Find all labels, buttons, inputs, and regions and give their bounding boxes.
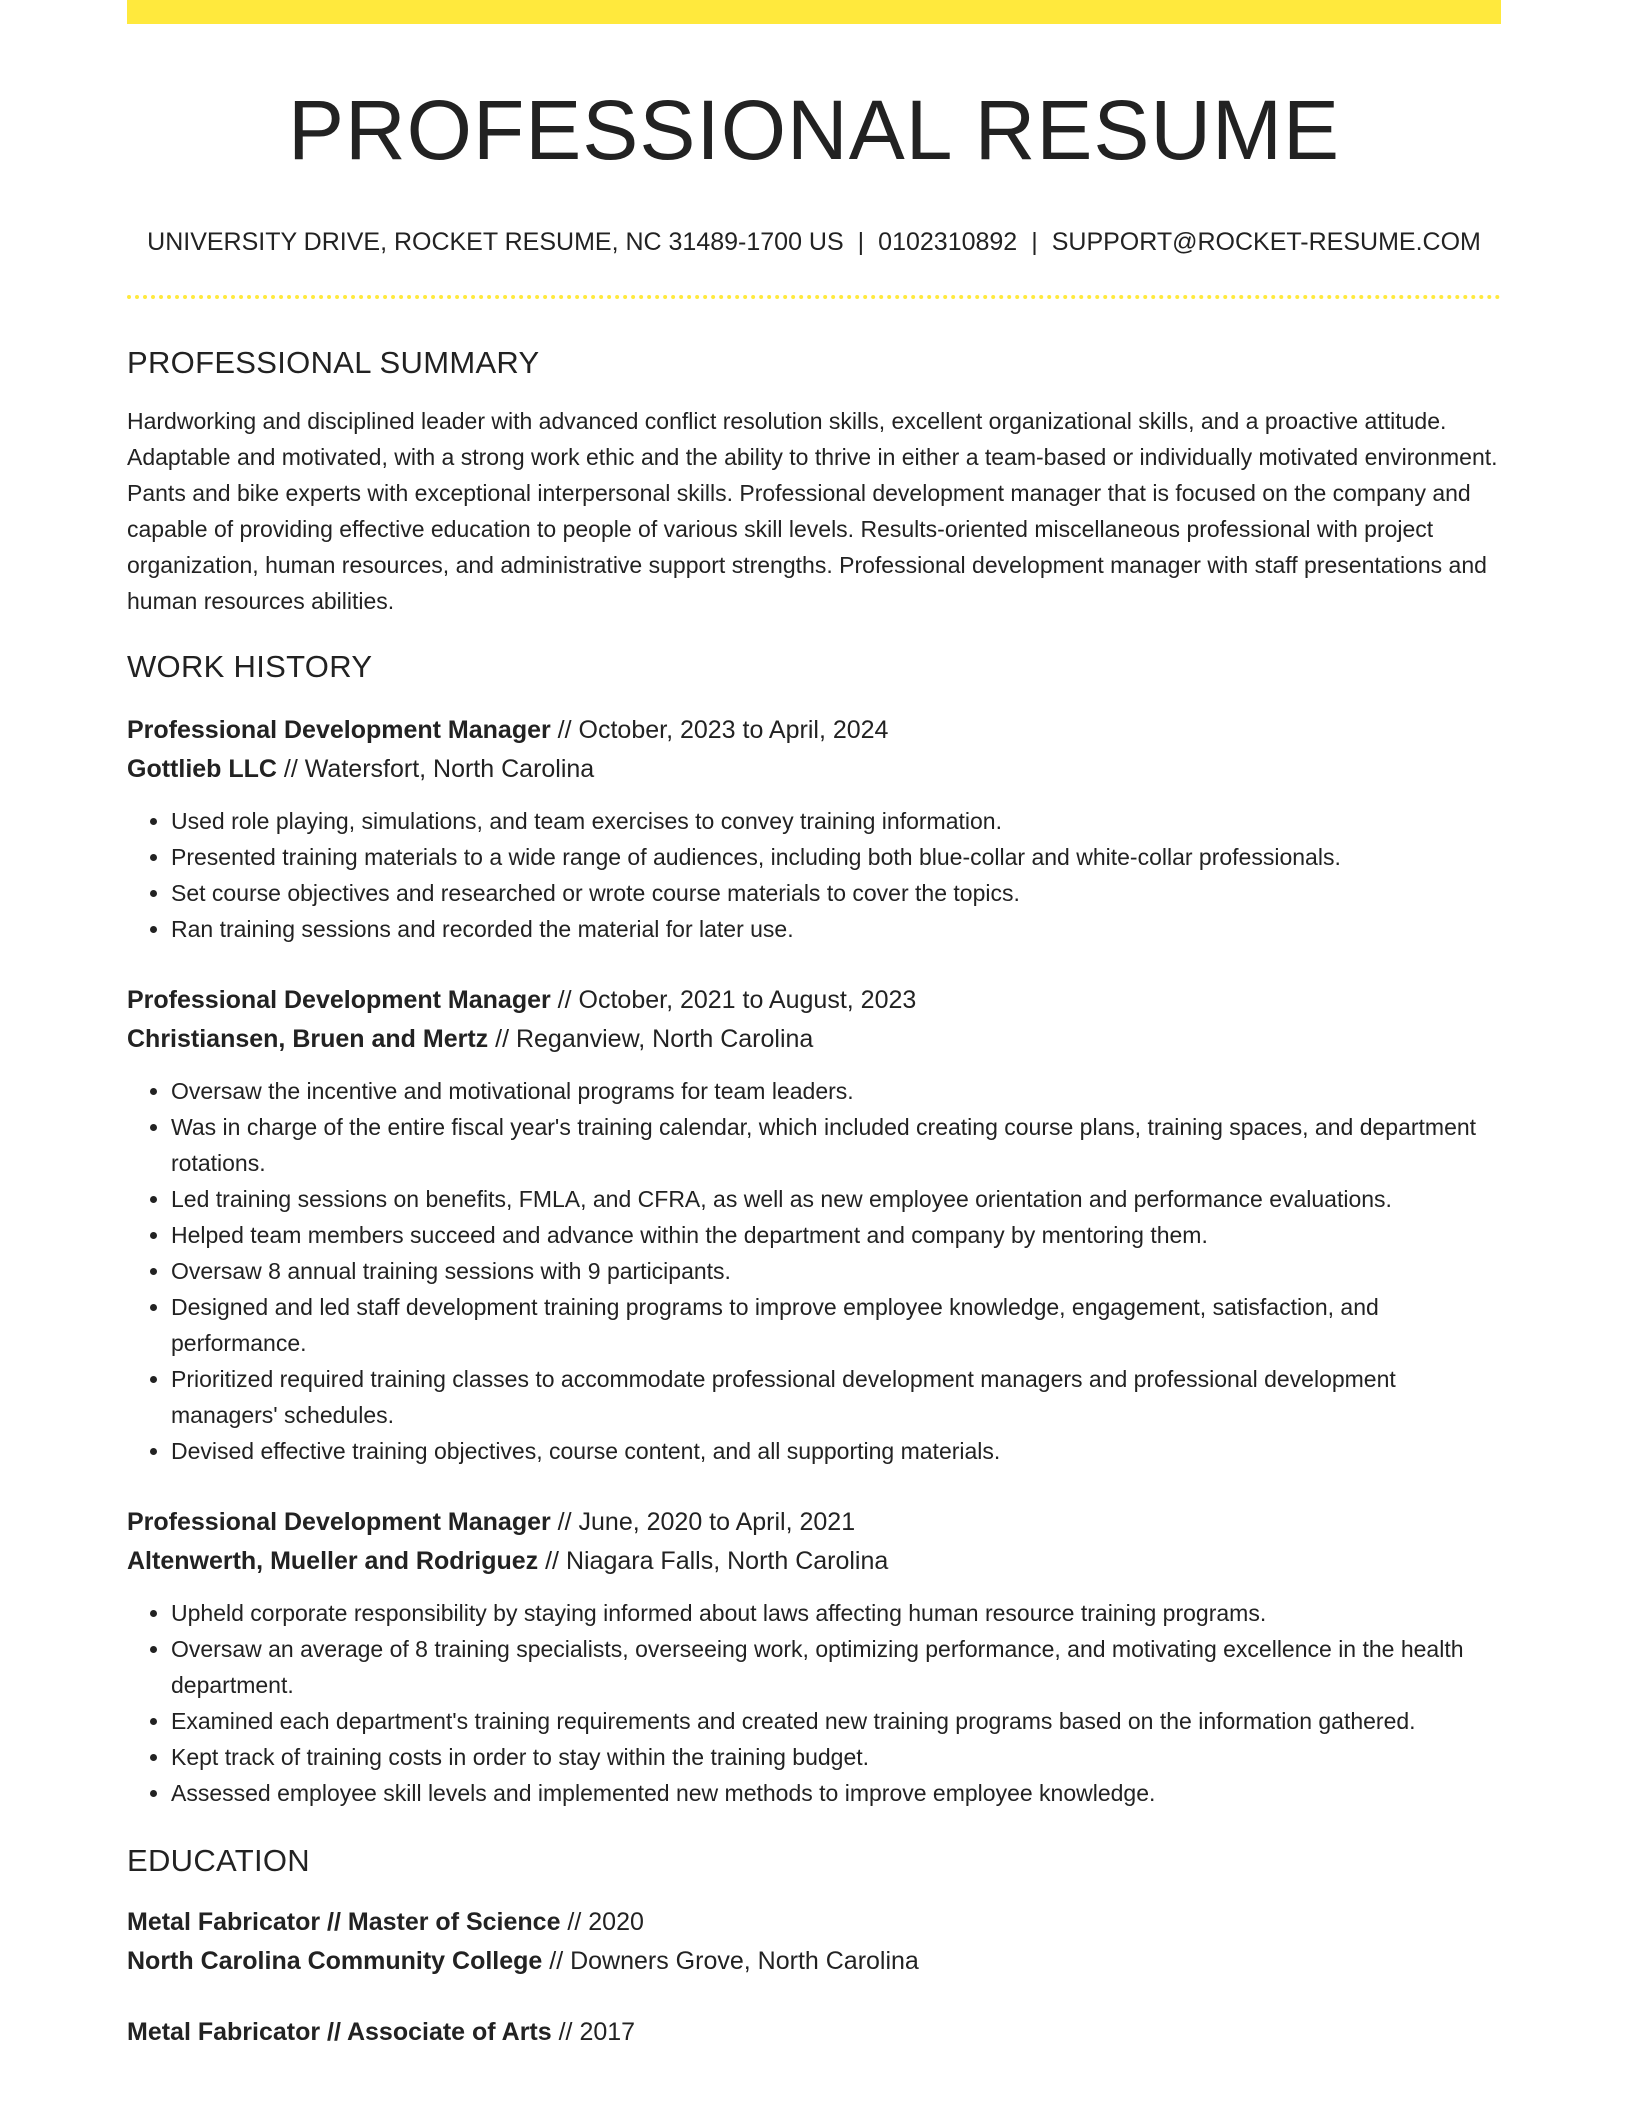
- resume-title: PROFESSIONAL RESUME: [287, 83, 1341, 177]
- school-location: // Downers Grove, North Carolina: [542, 1947, 919, 1976]
- job-title: Professional Development Manager: [127, 1508, 551, 1537]
- job-entry: [127, 981, 1501, 1469]
- job-company-line: [127, 1020, 1501, 1059]
- education-entry: [127, 2013, 1501, 2052]
- school-line: [127, 1942, 1501, 1981]
- education-entry: [127, 1903, 1501, 1981]
- job-title-line: [127, 711, 1501, 750]
- job-location: // Reganview, North Carolina: [488, 1025, 814, 1054]
- education-heading: EDUCATION: [127, 1843, 310, 1879]
- job-bullets: [127, 1073, 1501, 1469]
- work-history-heading: WORK HISTORY: [127, 649, 373, 685]
- contact-address: UNIVERSITY DRIVE, ROCKET RESUME, NC 31489-1700 US: [147, 228, 844, 257]
- degree: Metal Fabricator // Associate of Arts: [127, 2018, 552, 2047]
- job-bullet: • Kept track of training costs in order to stay within the training budget.: [171, 1739, 1501, 1775]
- job-dates: // October, 2023 to April, 2024: [550, 716, 889, 745]
- job-title: Professional Development Manager: [127, 716, 551, 745]
- job-location: // Watersfort, North Carolina: [276, 755, 595, 784]
- school: North Carolina Community College: [127, 1947, 543, 1976]
- job-bullet: • Ran training sessions and recorded the material for later use.: [171, 911, 1501, 947]
- job-bullet: • Set course objectives and researched or wrote course materials to cover the topics.: [171, 875, 1501, 911]
- contact-email[interactable]: SUPPORT@ROCKET-RESUME.COM: [1051, 228, 1481, 257]
- degree-line: [127, 1903, 1501, 1942]
- job-title: Professional Development Manager: [127, 986, 551, 1015]
- job-company: Gottlieb LLC: [127, 755, 277, 784]
- job-title-line: [127, 981, 1501, 1020]
- dotted-divider: [127, 295, 1501, 299]
- degree: Metal Fabricator // Master of Science: [127, 1908, 561, 1937]
- job-bullet: • Assessed employee skill levels and implemented new methods to improve employee knowledge.: [171, 1775, 1501, 1811]
- contact-separator: |: [1031, 228, 1038, 257]
- job-company-line: [127, 750, 1501, 789]
- job-company-line: [127, 1542, 1501, 1581]
- job-bullets: [127, 1595, 1501, 1811]
- job-bullet: • Prioritized required training classes to accommodate professional development managers and professional development managers' schedules.: [171, 1361, 1501, 1433]
- job-entry: [127, 1503, 1501, 1811]
- job-bullets: [127, 803, 1501, 947]
- summary-heading: PROFESSIONAL SUMMARY: [127, 345, 540, 381]
- job-bullet: • Oversaw the incentive and motivational programs for team leaders.: [171, 1073, 1501, 1109]
- job-bullet: • Designed and led staff development training programs to improve employee knowledge, engagement, satisfaction, and performance.: [171, 1289, 1501, 1361]
- job-bullet: • Led training sessions on benefits, FMLA, and CFRA, as well as new employee orientation and performance evaluations.: [171, 1181, 1501, 1217]
- job-bullet: • Presented training materials to a wide range of audiences, including both blue-collar and white-collar professionals.: [171, 839, 1501, 875]
- accent-top-bar: [127, 0, 1501, 24]
- job-company: Christiansen, Bruen and Mertz: [127, 1025, 489, 1054]
- degree-year: // 2017: [551, 2018, 636, 2047]
- degree-year: // 2020: [560, 1908, 644, 1937]
- job-bullet: • Devised effective training objectives, course content, and all supporting materials.: [171, 1433, 1501, 1469]
- degree-line: [127, 2013, 1501, 2052]
- contact-line: [127, 228, 1501, 257]
- job-dates: // October, 2021 to August, 2023: [550, 986, 917, 1015]
- job-bullet: • Helped team members succeed and advance within the department and company by mentoring them.: [171, 1217, 1501, 1253]
- summary-text: Hardworking and disciplined leader with advanced conflict resolution skills, excellent organizational skills, and a proactive attitude. Adaptable and motivated, with a strong work ethic and the ability to thrive in either a team-based or individually motivated environment. Pants and bike experts with exceptional interpersonal skills. Professional development manager that is focused on the company and capable of providing effective education to people of various skill levels. Results-oriented miscellaneous professional with project organization, human resources, and administrative support strengths. Professional development manager with staff presentations and human resources abilities.: [127, 408, 1498, 615]
- job-bullet: • Used role playing, simulations, and team exercises to convey training information.: [171, 803, 1501, 839]
- job-bullet: • Oversaw 8 annual training sessions with 9 participants.: [171, 1253, 1501, 1289]
- job-entry: [127, 711, 1501, 947]
- resume-page: [127, 0, 1501, 2052]
- job-location: // Niagara Falls, North Carolina: [538, 1547, 889, 1576]
- job-bullet: • Examined each department's training requirements and created new training programs based on the information gathered.: [171, 1703, 1501, 1739]
- job-company: Altenwerth, Mueller and Rodriguez: [127, 1547, 539, 1576]
- job-bullet: • Upheld corporate responsibility by staying informed about laws affecting human resource training programs.: [171, 1595, 1501, 1631]
- job-title-line: [127, 1503, 1501, 1542]
- job-bullet: • Was in charge of the entire fiscal year's training calendar, which included creating course plans, training spaces, and department rotations.: [171, 1109, 1501, 1181]
- contact-separator: |: [857, 228, 865, 257]
- job-bullet: • Oversaw an average of 8 training specialists, overseeing work, optimizing performance, and motivating excellence in the health department.: [171, 1631, 1501, 1703]
- contact-phone: 0102310892: [878, 228, 1018, 257]
- job-dates: // June, 2020 to April, 2021: [550, 1508, 856, 1537]
